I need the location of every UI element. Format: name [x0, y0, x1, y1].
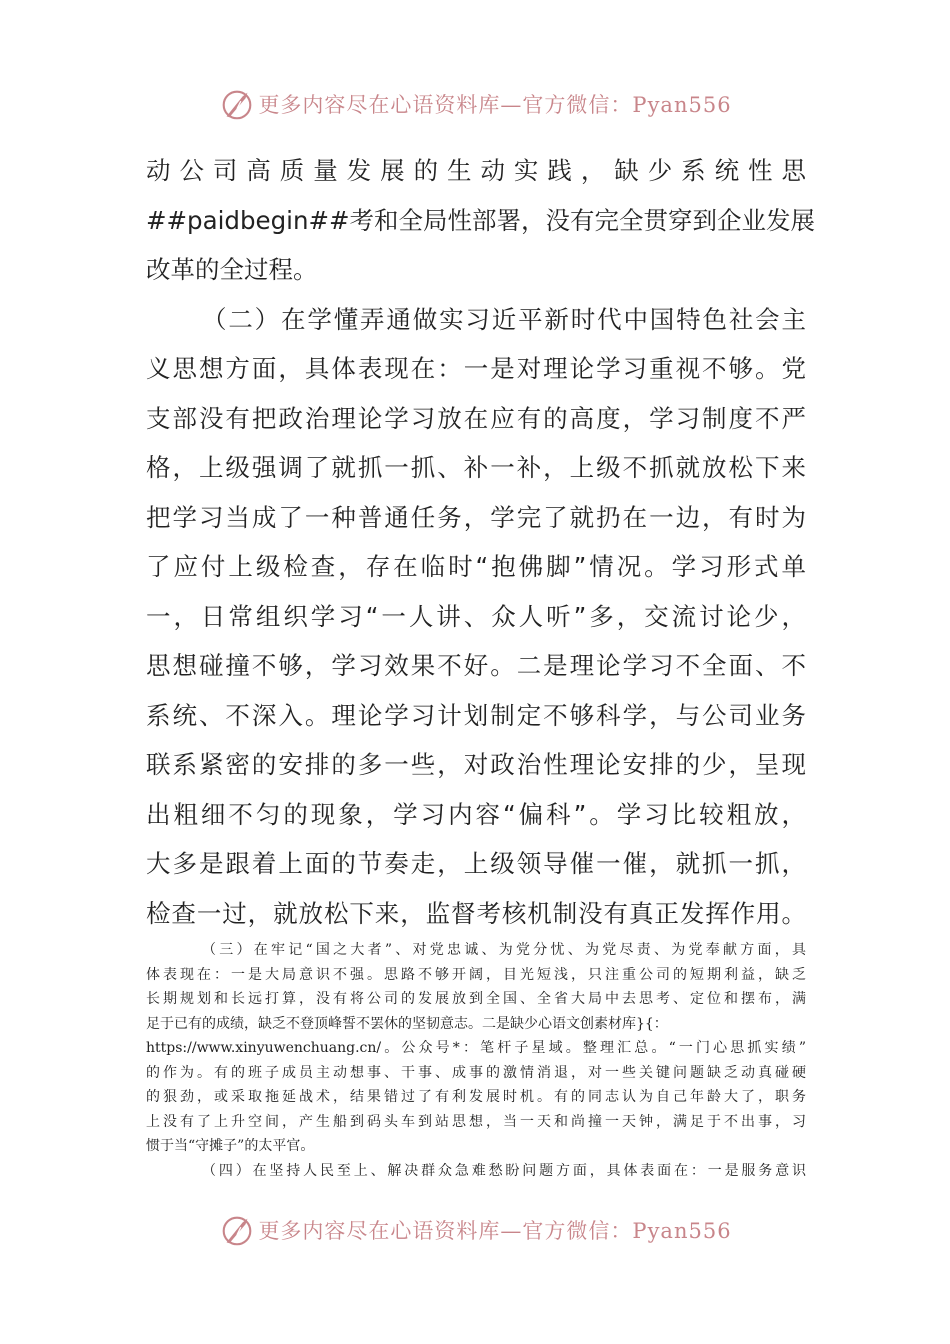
paragraph-line: （三）在牢记“国之大者”、对党忠诚、为党分忧、为党尽责、为党奉献方面，具	[202, 942, 806, 958]
paragraph-line: 把学习当成了一种普通任务，学完了就扔在一边，有时为	[146, 502, 806, 532]
paragraph-line: 系统、不深入。理论学习计划制定不够科学，与公司业务	[146, 700, 806, 730]
body-text-small	[146, 938, 806, 1183]
header-banner	[0, 84, 950, 124]
paragraph-line: 思想碰撞不够，学习效果不好。二是理论学习不全面、不	[146, 651, 806, 680]
pen-nib-logo-icon	[218, 1211, 256, 1249]
header-banner-text: 更多内容尽在心语资料库—官方微信：Pyan556	[258, 93, 732, 117]
paragraph-line: 动公司高质量发展的生动实践，缺少系统性思	[146, 156, 806, 185]
paragraph-line: 长期规划和长远打算，没有将公司的发展放到全国、全省大局中去思考、定位和摆布，满	[146, 991, 806, 1007]
paragraph-line: ##paidbegin##考和全局性部署，没有完全贯穿到企业发展	[146, 205, 816, 235]
footer-banner	[0, 1210, 950, 1250]
paragraph-line: （二）在学懂弄通做实习近平新时代中国特色社会主	[202, 304, 806, 334]
paragraph-line: 改革的全过程。	[146, 255, 318, 284]
paragraph-line: 的作为。有的班子成员主动想事、干事、成事的激情消退，对一些关键问题缺乏动真碰硬	[146, 1064, 806, 1081]
paragraph-line: 体表现在：一是大局意识不强。思路不够开阔，目光短浅，只注重公司的短期利益，缺乏	[146, 966, 806, 983]
paragraph-line: 足于已有的成绩，缺乏不登顶峰誓不罢休的坚韧意志。二是缺少心语文创素材库}{：	[146, 1015, 668, 1032]
paragraph-line: 支部没有把政治理论学习放在应有的高度，学习制度不严	[146, 403, 806, 433]
footer-banner-text: 更多内容尽在心语资料库—官方微信：Pyan556	[258, 1219, 732, 1243]
pen-nib-logo-icon	[218, 85, 256, 123]
paragraph-line: 一，日常组织学习“一人讲、众人听”多，交流讨论少，	[146, 601, 806, 631]
paragraph-line: 格，上级强调了就抓一抓、补一补，上级不抓就放松下来	[146, 453, 806, 482]
paragraph-line-url: https://www.xinyuwenchuang.cn/。公众号*：笔杆子星域。整理汇总。“一门心思抓实绩”	[146, 1040, 806, 1056]
paragraph-line: 上没有了上升空间，产生船到码头车到站思想，当一天和尚撞一天钟，满足于不出事，习	[146, 1113, 806, 1130]
body-text-large	[146, 146, 816, 938]
paragraph-line: 义思想方面，具体表现在：一是对理论学习重视不够。党	[146, 354, 806, 383]
paragraph-line: 了应付上级检查，存在临时“抱佛脚”情况。学习形式单	[146, 552, 806, 581]
paragraph-line: 的狠劲，或采取拖延战术，结果错过了有利发展时机。有的同志认为自己年龄大了，职务	[146, 1089, 806, 1105]
paragraph-line: 联系紧密的安排的多一些，对政治性理论安排的少，呈现	[146, 750, 806, 779]
paragraph-line: （四）在坚持人民至上、解决群众急难愁盼问题方面，具体表面在：一是服务意识	[202, 1162, 806, 1179]
paragraph-line: 惯于当“守摊子”的太平官。	[146, 1138, 315, 1154]
paragraph-line: 出粗细不匀的现象，学习内容“偏科”。学习比较粗放，	[146, 799, 806, 829]
paragraph-line: 大多是跟着上面的节奏走，上级领导催一催，就抓一抓，	[146, 849, 806, 878]
paragraph-line: 检查一过，就放松下来，监督考核机制没有真正发挥作用。	[146, 898, 806, 928]
